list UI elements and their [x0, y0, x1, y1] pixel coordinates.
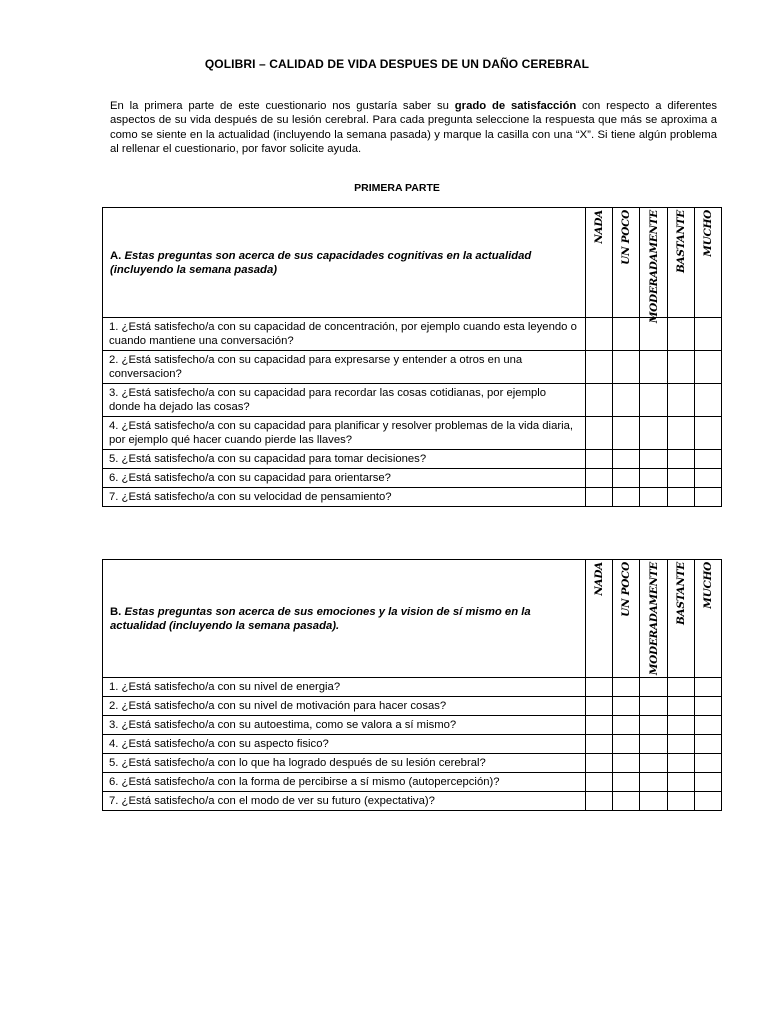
scale-header-nada	[586, 560, 613, 678]
answer-box-moderadamente[interactable]	[640, 417, 668, 450]
intro-text-start: En la primera parte de este cuestionario nos gustaría saber su	[110, 100, 455, 112]
answer-box-nada[interactable]	[586, 716, 613, 735]
section-a-heading-text: Estas preguntas son acerca de sus capacidades cognitivas en la actualidad (incluyendo la semana pasada)	[110, 249, 532, 276]
section-b-heading-text: Estas preguntas son acerca de sus emociones y la vision de sí mismo en la actualidad (incluyendo la semana pasada).	[110, 605, 531, 632]
scale-label-un-poco: UN POCO	[620, 562, 632, 617]
answer-box-nada[interactable]	[586, 773, 613, 792]
section-title: PRIMERA PARTE	[354, 182, 440, 194]
intro-bold-text: grado de satisfacción	[454, 100, 577, 112]
section-a-question-text: 6. ¿Está satisfecho/a con su capacidad para orientarse?	[103, 469, 586, 488]
answer-box-nada[interactable]	[586, 469, 613, 488]
answer-box-mucho[interactable]	[695, 735, 722, 754]
answer-box-nada[interactable]	[586, 678, 613, 697]
answer-box-nada[interactable]	[586, 417, 613, 450]
answer-box-mucho[interactable]	[695, 384, 722, 417]
section-b-question-text: 5. ¿Está satisfecho/a con lo que ha logrado después de su lesión cerebral?	[103, 754, 586, 773]
section-a-question-text: 5. ¿Está satisfecho/a con su capacidad para tomar decisiones?	[103, 450, 586, 469]
answer-box-moderadamente[interactable]	[640, 678, 668, 697]
section-b-table	[102, 559, 722, 811]
answer-box-un-poco[interactable]	[613, 792, 640, 811]
scale-header-un-poco	[613, 560, 640, 678]
section-b-question-row	[103, 792, 722, 811]
scale-label-bastante: BASTANTE	[675, 210, 687, 274]
answer-box-un-poco[interactable]	[613, 773, 640, 792]
scale-header-moderadamente	[640, 208, 668, 324]
section-a-question-text: 1. ¿Está satisfecho/a con su capacidad de concentración, por ejemplo cuando esta leyendo o cuando mantiene una conversación?	[103, 318, 586, 351]
scale-label-mucho: MUCHO	[702, 210, 714, 257]
section-a-question-text: 7. ¿Está satisfecho/a con su velocidad de pensamiento?	[103, 488, 586, 507]
answer-box-bastante[interactable]	[668, 488, 695, 507]
answer-box-moderadamente[interactable]	[640, 716, 668, 735]
answer-box-moderadamente[interactable]	[640, 469, 668, 488]
scale-header-un-poco	[613, 208, 640, 318]
section-a-question-text: 2. ¿Está satisfecho/a con su capacidad para expresarse y entender a otros en una conversacion?	[103, 351, 586, 384]
section-a-letter: A.	[110, 249, 122, 262]
answer-box-moderadamente[interactable]	[640, 697, 668, 716]
section-a-heading	[103, 208, 586, 318]
section-b-heading	[103, 560, 586, 678]
section-a-question-row	[103, 318, 722, 351]
scale-header-moderadamente	[640, 560, 668, 678]
scale-label-nada: NADA	[593, 562, 605, 596]
section-b-question-row	[103, 735, 722, 754]
section-a-question-row	[103, 469, 722, 488]
scale-label-moderadamente: MODERADAMENTE	[647, 210, 660, 324]
answer-box-bastante[interactable]	[668, 469, 695, 488]
answer-box-un-poco[interactable]	[613, 469, 640, 488]
scale-label-nada: NADA	[593, 210, 605, 244]
answer-box-nada[interactable]	[586, 351, 613, 384]
section-a-question-row	[103, 351, 722, 384]
answer-box-bastante[interactable]	[668, 318, 695, 351]
scale-label-un-poco: UN POCO	[620, 210, 632, 265]
answer-box-mucho[interactable]	[695, 773, 722, 792]
answer-box-moderadamente[interactable]	[640, 384, 668, 417]
answer-box-nada[interactable]	[586, 697, 613, 716]
answer-box-nada[interactable]	[586, 488, 613, 507]
answer-box-mucho[interactable]	[695, 697, 722, 716]
section-a-question-row	[103, 417, 722, 450]
answer-box-mucho[interactable]	[695, 351, 722, 384]
section-b-header-row	[103, 560, 722, 678]
answer-box-mucho[interactable]	[695, 417, 722, 450]
section-b-question-row	[103, 773, 722, 792]
answer-box-un-poco[interactable]	[613, 417, 640, 450]
intro-text-end: con respecto a diferentes aspectos de su vida después de su lesión cerebral. Para cada pregunta seleccione la respuesta que más se aproxima a como se siente en la actualidad (incluyendo la semana pasada) y marque la casilla con una “X”. Si tiene algún problema al rellenar el cuestionario, por favor solicite ayuda.	[110, 100, 718, 156]
answer-box-mucho[interactable]	[695, 754, 722, 773]
section-b-question-text: 1. ¿Está satisfecho/a con su nivel de energia?	[103, 678, 586, 697]
section-b-question-row	[103, 754, 722, 773]
answer-box-un-poco[interactable]	[613, 488, 640, 507]
answer-box-nada[interactable]	[586, 792, 613, 811]
answer-box-nada[interactable]	[586, 384, 613, 417]
answer-box-bastante[interactable]	[668, 735, 695, 754]
answer-box-mucho[interactable]	[695, 716, 722, 735]
answer-box-mucho[interactable]	[695, 678, 722, 697]
answer-box-moderadamente[interactable]	[640, 754, 668, 773]
scale-header-nada	[586, 208, 613, 318]
answer-box-bastante[interactable]	[668, 716, 695, 735]
section-b-question-row	[103, 716, 722, 735]
section-a-question-row	[103, 384, 722, 417]
answer-box-un-poco[interactable]	[613, 697, 640, 716]
section-a-table	[102, 207, 722, 507]
section-b-question-text: 3. ¿Está satisfecho/a con su autoestima, como se valora a sí mismo?	[103, 716, 586, 735]
scale-header-mucho	[695, 208, 722, 318]
answer-box-mucho[interactable]	[695, 792, 722, 811]
answer-box-un-poco[interactable]	[613, 735, 640, 754]
section-b-question-text: 4. ¿Está satisfecho/a con su aspecto fisico?	[103, 735, 586, 754]
answer-box-mucho[interactable]	[695, 318, 722, 351]
section-a-question-text: 4. ¿Está satisfecho/a con su capacidad para planificar y resolver problemas de la vida diaria, por ejemplo qué hacer cuando pierde las llaves?	[103, 417, 586, 450]
section-b-question-row	[103, 678, 722, 697]
answer-box-bastante[interactable]	[668, 697, 695, 716]
answer-box-moderadamente[interactable]	[640, 773, 668, 792]
section-a-header-row	[103, 208, 722, 318]
answer-box-moderadamente[interactable]	[640, 351, 668, 384]
answer-box-un-poco[interactable]	[613, 754, 640, 773]
answer-box-un-poco[interactable]	[613, 678, 640, 697]
scale-label-bastante: BASTANTE	[675, 562, 687, 626]
answer-box-nada[interactable]	[586, 754, 613, 773]
answer-box-bastante[interactable]	[668, 678, 695, 697]
answer-box-bastante[interactable]	[668, 417, 695, 450]
scale-label-mucho: MUCHO	[702, 562, 714, 609]
answer-box-nada[interactable]	[586, 450, 613, 469]
intro-paragraph	[110, 99, 717, 157]
answer-box-bastante[interactable]	[668, 754, 695, 773]
section-b-question-row	[103, 697, 722, 716]
section-a-question-row	[103, 450, 722, 469]
document-title: QOLIBRI – CALIDAD DE VIDA DESPUES DE UN DAÑO CEREBRAL	[204, 57, 590, 71]
answer-box-un-poco[interactable]	[613, 351, 640, 384]
answer-box-mucho[interactable]	[695, 469, 722, 488]
answer-box-bastante[interactable]	[668, 384, 695, 417]
answer-box-moderadamente[interactable]	[640, 450, 668, 469]
scale-header-bastante	[668, 208, 695, 318]
section-b-question-text: 7. ¿Está satisfecho/a con el modo de ver su futuro (expectativa)?	[103, 792, 586, 811]
answer-box-nada[interactable]	[586, 735, 613, 754]
answer-box-bastante[interactable]	[668, 773, 695, 792]
answer-box-moderadamente[interactable]	[640, 488, 668, 507]
answer-box-moderadamente[interactable]	[640, 792, 668, 811]
scale-header-mucho	[695, 560, 722, 678]
answer-box-mucho[interactable]	[695, 450, 722, 469]
answer-box-bastante[interactable]	[668, 792, 695, 811]
answer-box-un-poco[interactable]	[613, 716, 640, 735]
section-b-question-text: 6. ¿Está satisfecho/a con la forma de percibirse a sí mismo (autopercepción)?	[103, 773, 586, 792]
answer-box-un-poco[interactable]	[613, 384, 640, 417]
answer-box-nada[interactable]	[586, 318, 613, 351]
scale-label-moderadamente: MODERADAMENTE	[647, 562, 660, 676]
scale-header-bastante	[668, 560, 695, 678]
answer-box-bastante[interactable]	[668, 351, 695, 384]
section-a-question-row	[103, 488, 722, 507]
answer-box-un-poco[interactable]	[613, 318, 640, 351]
answer-box-bastante[interactable]	[668, 450, 695, 469]
answer-box-un-poco[interactable]	[613, 450, 640, 469]
section-a-question-text: 3. ¿Está satisfecho/a con su capacidad para recordar las cosas cotidianas, por ejemplo donde ha dejado las cosas?	[103, 384, 586, 417]
section-b-question-text: 2. ¿Está satisfecho/a con su nivel de motivación para hacer cosas?	[103, 697, 586, 716]
section-b-letter: B.	[110, 605, 122, 618]
answer-box-moderadamente[interactable]	[640, 735, 668, 754]
answer-box-mucho[interactable]	[695, 488, 722, 507]
